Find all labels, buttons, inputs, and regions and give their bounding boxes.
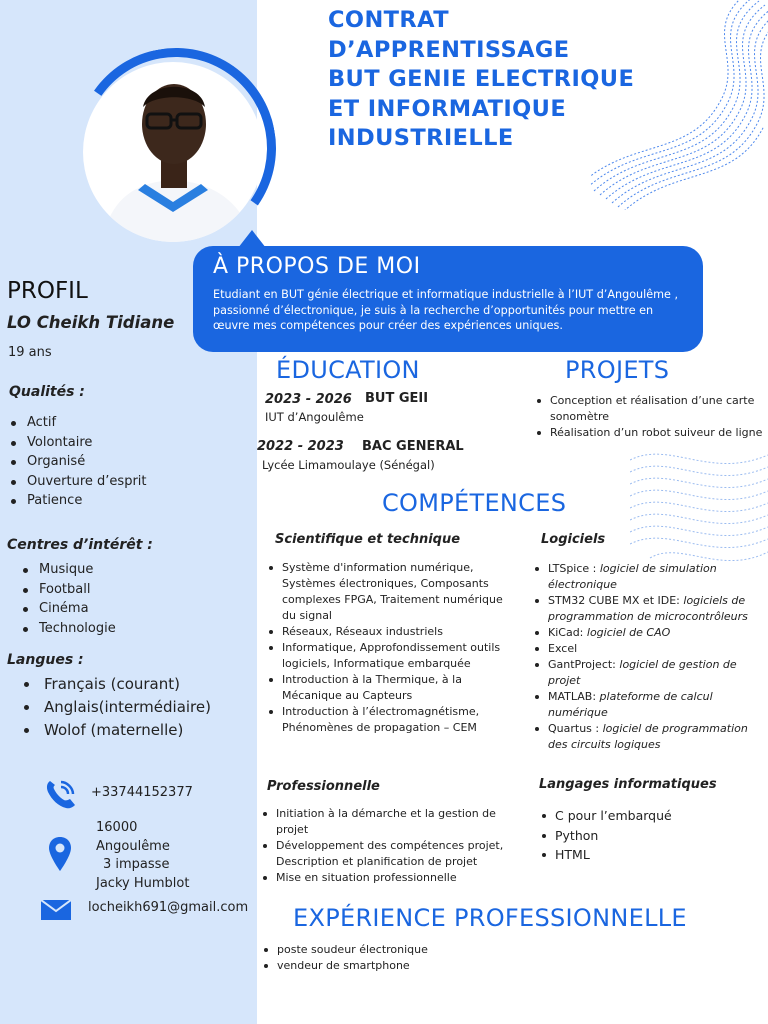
education-heading: ÉDUCATION bbox=[276, 356, 420, 384]
address-line: Jacky Humblot bbox=[96, 875, 190, 891]
candidate-age: 19 ans bbox=[8, 345, 52, 360]
profile-photo bbox=[83, 62, 263, 242]
software-desc: plateforme de calcul numérique bbox=[548, 690, 713, 719]
phone-icon bbox=[44, 778, 78, 810]
list-item bbox=[532, 657, 764, 689]
list-item: Cinéma bbox=[21, 599, 116, 619]
interests-heading: Centres d’intérêt : bbox=[7, 537, 153, 553]
list-item bbox=[532, 625, 764, 641]
software-list bbox=[532, 561, 764, 753]
software-name: KiCad: bbox=[548, 626, 587, 639]
education-years: 2023 - 2026 bbox=[265, 392, 352, 407]
experience-heading: EXPÉRIENCE PROFESSIONNELLE bbox=[293, 904, 687, 932]
title-line: BUT GENIE ELECTRIQUE bbox=[328, 66, 635, 92]
interests-list bbox=[21, 560, 116, 638]
list-item: Patience bbox=[9, 491, 147, 511]
list-item: Développement des compétences projet, Description et planification de projet bbox=[260, 838, 522, 870]
list-item bbox=[532, 641, 764, 657]
about-box bbox=[193, 246, 703, 352]
list-item: Initiation à la démarche et la gestion de projet bbox=[260, 806, 522, 838]
list-item: Anglais(intermédiaire) bbox=[22, 696, 211, 719]
scientific-heading: Scientifique et technique bbox=[275, 532, 461, 547]
software-desc: logiciel de CAO bbox=[586, 626, 671, 639]
projects-list bbox=[534, 393, 766, 441]
envelope-icon bbox=[41, 900, 71, 920]
education-degree: BAC GENERAL bbox=[362, 439, 464, 454]
decorative-wave-middle bbox=[630, 440, 768, 580]
programming-languages-heading: Langages informatiques bbox=[539, 777, 717, 792]
software-desc: logiciel de gestion de projet bbox=[548, 658, 737, 687]
software-name: Excel bbox=[548, 642, 578, 655]
experience-list bbox=[261, 942, 561, 974]
list-item: HTML bbox=[539, 845, 739, 865]
list-item: poste soudeur électronique bbox=[261, 942, 561, 958]
software-desc: logiciel de simulation électronique bbox=[548, 562, 717, 591]
software-name: GantProject: bbox=[548, 658, 620, 671]
phone-number: +33744152377 bbox=[91, 785, 193, 800]
list-item: Technologie bbox=[21, 619, 116, 639]
programming-languages-list bbox=[539, 806, 739, 865]
list-item: Réalisation d’un robot suiveur de ligne bbox=[534, 425, 766, 441]
software-desc: logiciel de programmation des circuits logiques bbox=[548, 722, 748, 751]
about-heading: À PROPOS DE MOI bbox=[213, 254, 421, 279]
skills-heading: COMPÉTENCES bbox=[382, 489, 567, 517]
professional-list bbox=[260, 806, 522, 886]
languages-heading: Langues : bbox=[7, 652, 84, 668]
list-item: Football bbox=[21, 580, 116, 600]
location-pin-icon bbox=[48, 836, 72, 872]
list-item bbox=[532, 689, 764, 721]
list-item: Introduction à l’électromagnétisme, Phénomènes de propagation – CEM bbox=[266, 704, 506, 736]
list-item: Wolof (maternelle) bbox=[22, 719, 211, 742]
languages-list bbox=[22, 673, 211, 742]
scientific-list bbox=[266, 560, 506, 736]
education-degree: BUT GEII bbox=[365, 391, 429, 406]
list-item: Système d'information numérique, Systèmes électroniques, Composants complexes FPGA, Traitement numérique du signal bbox=[266, 560, 506, 624]
list-item: Ouverture d’esprit bbox=[9, 472, 147, 492]
title-line: ET INFORMATIQUE bbox=[328, 95, 567, 122]
software-heading: Logiciels bbox=[541, 532, 606, 547]
list-item: Python bbox=[539, 826, 739, 846]
list-item: Actif bbox=[9, 413, 147, 433]
software-name: STM32 CUBE MX et IDE: bbox=[548, 594, 684, 607]
title-line: INDUSTRIELLE bbox=[328, 125, 514, 151]
cv-title bbox=[328, 6, 728, 154]
about-text: Etudiant en BUT génie électrique et informatique industrielle à l’IUT d’Angoulême , passionné d’électronique, je suis à la recherche d’opportunités pour mettre en œuvre mes compétences pour créer des expériences uniques. bbox=[213, 288, 679, 332]
list-item: Musique bbox=[21, 560, 116, 580]
title-line: D’APPRENTISSAGE bbox=[328, 36, 570, 63]
list-item: C pour l’embarqué bbox=[539, 806, 739, 826]
education-years: 2022 - 2023 bbox=[257, 439, 344, 454]
qualities-heading: Qualités : bbox=[9, 384, 85, 400]
list-item: Informatique, Approfondissement outils logiciels, Informatique embarquée bbox=[266, 640, 506, 672]
software-name: LTSpice : bbox=[548, 562, 600, 575]
qualities-list bbox=[9, 413, 147, 511]
address-line: Angoulême bbox=[96, 838, 170, 854]
software-name: Quartus : bbox=[548, 722, 603, 735]
list-item bbox=[532, 593, 764, 625]
address bbox=[96, 819, 189, 893]
software-desc: logiciels de programmation de microcontrôleurs bbox=[548, 594, 748, 623]
list-item: Français (courant) bbox=[22, 673, 211, 696]
projects-heading: PROJETS bbox=[565, 356, 670, 384]
email-address: locheikh691@gmail.com bbox=[88, 900, 249, 915]
list-item: Conception et réalisation d’une carte sonomètre bbox=[534, 393, 766, 425]
list-item: Réseaux, Réseaux industriels bbox=[266, 624, 506, 640]
education-school: IUT d’Angoulême bbox=[265, 410, 364, 424]
title-line: CONTRAT bbox=[328, 7, 449, 33]
list-item: Volontaire bbox=[9, 433, 147, 453]
education-school: Lycée Limamoulaye (Sénégal) bbox=[262, 458, 435, 472]
profile-heading: PROFIL bbox=[7, 278, 88, 304]
address-line: 16000 bbox=[96, 820, 138, 835]
address-line: 3 impasse bbox=[103, 857, 170, 872]
list-item: Mise en situation professionnelle bbox=[260, 870, 522, 886]
list-item: Introduction à la Thermique, à la Mécanique au Capteurs bbox=[266, 672, 506, 704]
list-item: vendeur de smartphone bbox=[261, 958, 561, 974]
software-name: MATLAB: bbox=[548, 690, 600, 703]
professional-heading: Professionnelle bbox=[267, 779, 380, 794]
candidate-name: LO Cheikh Tidiane bbox=[7, 313, 175, 332]
list-item bbox=[532, 721, 764, 753]
list-item bbox=[532, 561, 764, 593]
list-item: Organisé bbox=[9, 452, 147, 472]
